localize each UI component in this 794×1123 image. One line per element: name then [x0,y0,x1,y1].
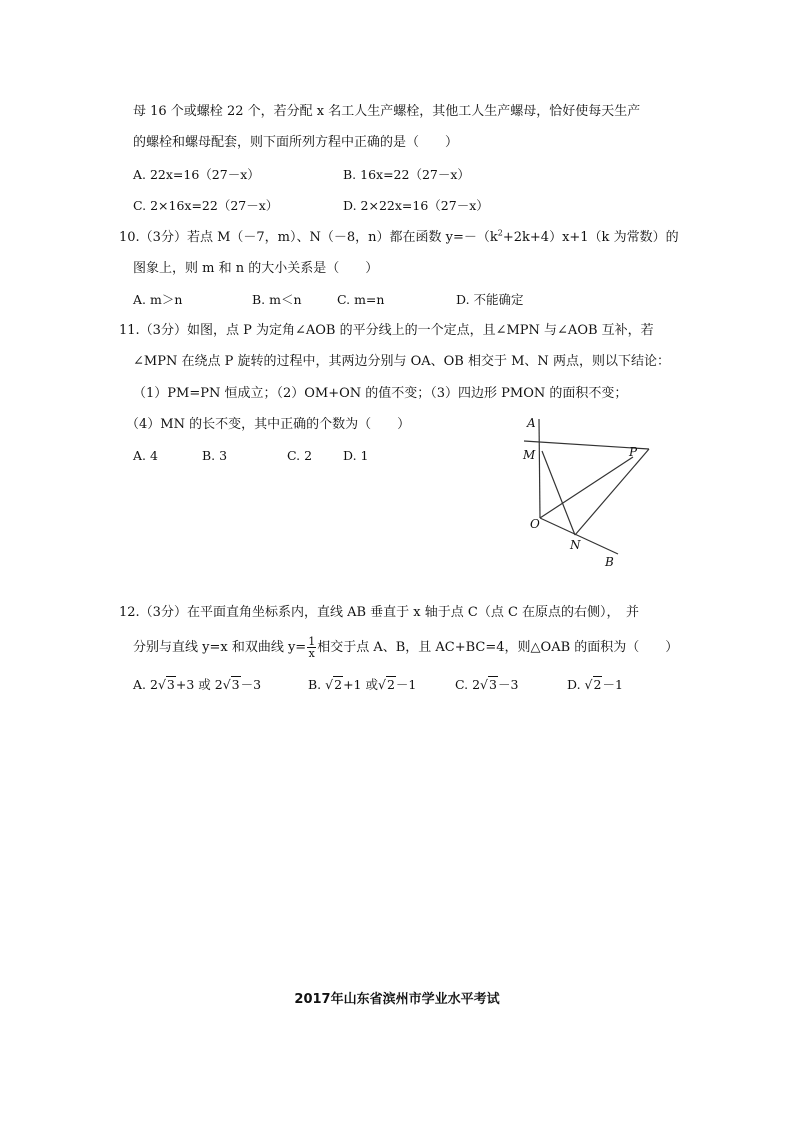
sqrt-icon: √2 [325,677,343,692]
q9-option-b: B. 16x=22（27－x） [343,167,470,182]
q11-geometry-figure [500,412,670,578]
q12-fraction [307,636,316,659]
segment-op [540,457,633,518]
q10-option-c: C. m=n [337,292,385,307]
q11-option-a: A. 4 [133,448,158,463]
sqrt-icon: √3 [157,677,175,692]
q10-line1 [119,229,679,247]
q12-option-a-p1: A. 2 [133,677,158,692]
label-a: A [527,416,536,430]
line-np [575,449,649,535]
q10-line1-sup: 2 [497,228,503,238]
label-o: O [530,517,540,531]
q12-option-d-r1: 2 [593,677,602,692]
q12-option-c-r1: 3 [489,677,497,692]
q12-option-b [308,676,416,694]
q12-line2 [133,636,678,659]
q12-option-c-p2: －3 [497,677,519,692]
q9-option-d: D. 2×22x=16（27－x） [343,198,489,213]
q11-option-b: B. 3 [202,448,228,463]
q12-option-b-r2: 2 [386,677,395,692]
q11-line2: ∠MPN 在绕点 P 旋转的过程中，其两边分别与 OA、OB 相交于 M、N 两点，则以下结论： [133,354,670,369]
q12-option-b-p1: B. [308,677,326,692]
q12-option-c [455,676,518,694]
sqrt-icon: √2 [377,677,395,692]
q10-option-b: B. m＜n [252,292,302,307]
q11-option-d: D. 1 [343,448,369,463]
q12-option-d-p1: D. [567,677,585,692]
q9-option-a: A. 22x=16（27－x） [133,167,260,182]
sqrt-icon: √3 [222,677,240,692]
q12-option-d-p2: －1 [602,677,623,692]
q12-fraction-den: x [308,647,315,660]
q10-option-a: A. m＞n [133,292,183,307]
q12-option-d [567,676,623,694]
sqrt-icon: √2 [584,677,602,692]
q11-option-c: C. 2 [287,448,313,463]
q12-option-a-p3: －3 [240,677,262,692]
segment-mn [542,451,575,535]
q11-line3: （1）PM=PN 恒成立；（2）OM+ON 的值不变；（3）四边形 PMON 的面积不变； [133,386,628,401]
label-m: M [523,448,536,462]
q10-line1-a: 10.（3分）若点 M（－7，m）、N（－8，n）都在函数 y=－（k [119,230,498,245]
q12-option-a-r2: 3 [231,677,240,692]
q10-option-d: D. 不能确定 [456,292,524,307]
exam-title-footer: 2017年山东省滨州市学业水平考试 [294,992,500,1007]
label-b: B [605,555,614,569]
sqrt-icon: √3 [480,677,497,692]
q9-line2: 的螺栓和螺母配套，则下面所列方程中正确的是（ ） [133,135,459,150]
label-n: N [570,538,581,552]
q12-option-a-r1: 3 [166,677,175,692]
q12-option-b-p3: －1 [395,677,417,692]
q12-line1: 12.（3分）在平面直角坐标系内，直线 AB 垂直于 x 轴于点 C（点 C 在原点的右侧）， 并 [119,605,640,620]
q9-line1: 母 16 个或螺栓 22 个，若分配 x 名工人生产螺栓，其他工人生产螺母，恰好使每天生产 [133,104,641,119]
q9-option-c: C. 2×16x=22（27－x） [133,198,279,213]
ray-oa [539,419,540,518]
q12-line2-a: 分别与直线 y=x 和双曲线 y= [133,640,307,655]
q12-option-c-p1: C. 2 [455,677,481,692]
q12-option-a-p2: +3 或 2 [175,677,223,692]
q10-line1-b: +2k+4）x+1（k 为常数）的 [502,230,679,245]
q11-line1: 11.（3分）如图，点 P 为定角∠AOB 的平分线上的一个定点，且∠MPN 与∠AOB 互补，若 [119,323,654,338]
q12-option-b-p2: +1 或 [343,677,378,692]
q12-line2-b: 相交于点 A、B，且 AC+BC=4，则△OAB 的面积为（ ） [317,640,679,655]
q11-line4: （4）MN 的长不变，其中正确的个数为（ ） [126,417,411,432]
label-p: P [629,445,638,459]
q10-line2: 图象上，则 m 和 n 的大小关系是（ ） [133,261,379,276]
q12-fraction-num: 1 [308,635,316,648]
q12-option-b-r1: 2 [334,677,343,692]
q12-option-a [133,676,261,694]
